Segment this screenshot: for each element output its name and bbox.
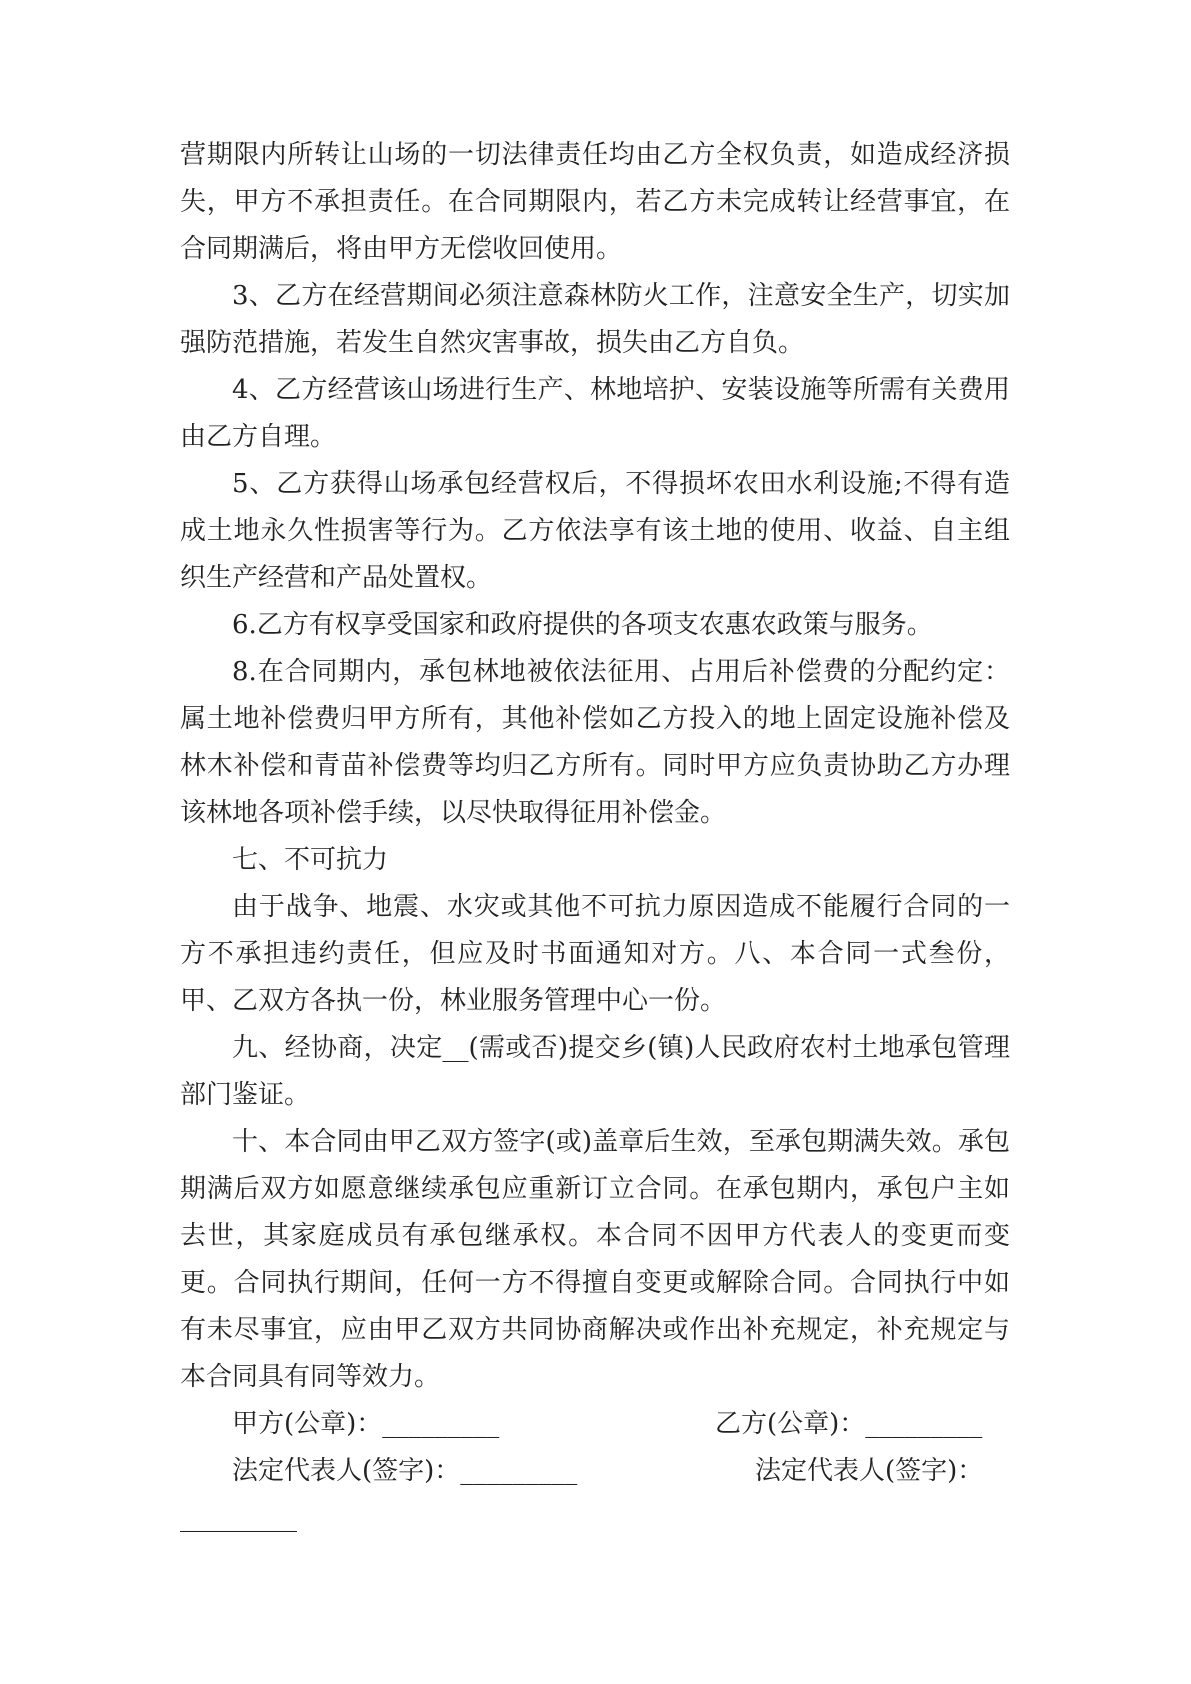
party-b-representative-label: 法定代表人(签字)： [755,1456,984,1486]
party-a-representative-line: 法定代表人(签字)：_________ [232,1456,578,1486]
paragraph-transfer-liability: 营期限内所转让山场的一切法律责任均由乙方全权负责，如造成经济损失，甲方不承担责任。在合同期限内，若乙方未完成转让经营事宜，在合同期满后，将由甲方无偿收回使用。 [180,140,1010,264]
contract-body [180,132,1010,1542]
party-a-seal-line: 甲方(公章)：_________ [232,1409,500,1439]
section-heading-force-majeure: 七、不可抗力 [232,845,389,875]
party-b-seal-line: 乙方(公章)：_________ [715,1409,983,1439]
paragraph-land-use-rights: 5、乙方获得山场承包经营权后，不得损坏农田水利设施;不得有造成土地永久性损害等行为。乙方依法享有该土地的使用、收益、自主组织生产经营和产品处置权。 [180,469,1010,593]
signature-row-representatives [180,1448,1010,1495]
paragraph-effectiveness: 十、本合同由甲乙双方签字(或)盖章后生效，至承包期满失效。承包期满后双方如愿意继续承包应重新订立合同。在承包期内，承包户主如去世，其家庭成员有承包继承权。本合同不因甲方代表人的变更而变更。合同执行期间，任何一方不得擅自变更或解除合同。合同执行中如有未尽事宜，应由甲乙双方共同协商解决或作出补充规定，补充规定与本合同具有同等效力。 [180,1127,1010,1392]
party-b-representative-blank: _________ [180,1503,297,1533]
paragraph-fire-safety: 3、乙方在经营期间必须注意森林防火工作，注意安全生产，切实加强防范措施，若发生自然灾害事故，损失由乙方自负。 [180,281,1010,358]
paragraph-policy-benefits: 6.乙方有权享受国家和政府提供的各项支农惠农政策与服务。 [232,610,933,640]
paragraph-certification: 九、经协商，决定__(需或否)提交乡(镇)人民政府农村土地承包管理部门鉴证。 [180,1033,1010,1110]
signature-row-seals [180,1401,1010,1448]
paragraph-costs: 4、乙方经营该山场进行生产、林地培护、安装设施等所需有关费用由乙方自理。 [180,375,1010,452]
paragraph-force-majeure: 由于战争、地震、水灾或其他不可抗力原因造成不能履行合同的一方不承担违约责任，但应及时书面通知对方。八、本合同一式叁份，甲、乙双方各执一份，林业服务管理中心一份。 [180,892,1010,1016]
paragraph-compensation: 8.在合同期内，承包林地被依法征用、占用后补偿费的分配约定：属土地补偿费归甲方所有，其他补偿如乙方投入的地上固定设施补偿及林木补偿和青苗补偿费等均归乙方所有。同时甲方应负责协助乙方办理该林地各项补偿手续，以尽快取得征用补偿金。 [180,657,1010,828]
